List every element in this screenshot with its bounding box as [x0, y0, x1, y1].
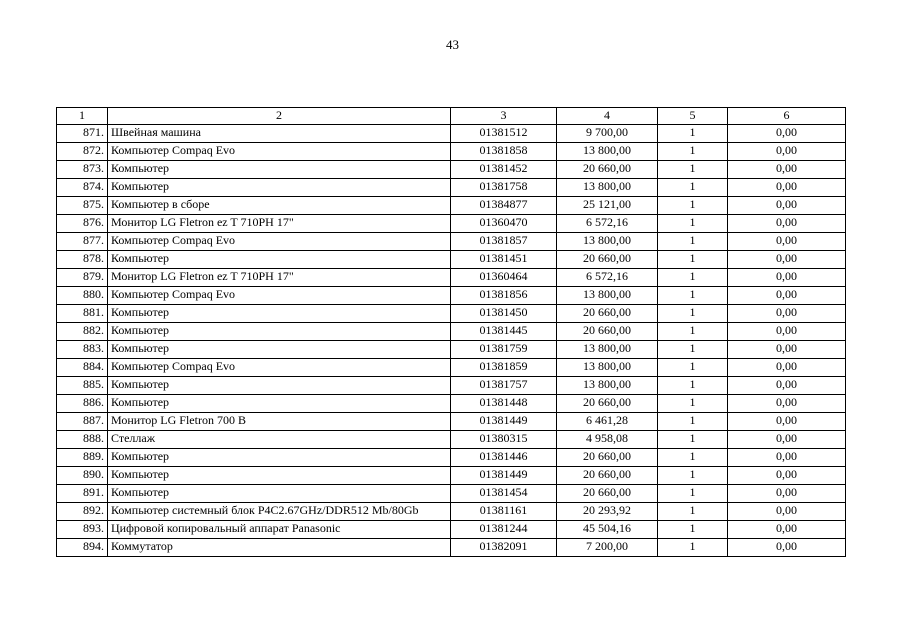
- item-name-cell: Компьютер: [108, 467, 451, 485]
- inventory-number-cell: 01381857: [451, 233, 557, 251]
- row-number-cell: 890.: [57, 467, 108, 485]
- residual-value-cell: 0,00: [728, 377, 846, 395]
- quantity-cell: 1: [658, 161, 728, 179]
- row-number-cell: 888.: [57, 431, 108, 449]
- row-number-cell: 889.: [57, 449, 108, 467]
- table-row: [57, 539, 846, 557]
- inventory-number-cell: 01360470: [451, 215, 557, 233]
- price-cell: 13 800,00: [557, 143, 658, 161]
- inventory-table: [56, 107, 846, 557]
- inventory-number-cell: 01384877: [451, 197, 557, 215]
- inventory-number-cell: 01381759: [451, 341, 557, 359]
- quantity-cell: 1: [658, 197, 728, 215]
- residual-value-cell: 0,00: [728, 485, 846, 503]
- quantity-cell: 1: [658, 215, 728, 233]
- residual-value-cell: 0,00: [728, 521, 846, 539]
- price-cell: 20 293,92: [557, 503, 658, 521]
- quantity-cell: 1: [658, 269, 728, 287]
- residual-value-cell: 0,00: [728, 287, 846, 305]
- row-number-cell: 882.: [57, 323, 108, 341]
- inventory-number-cell: 01381445: [451, 323, 557, 341]
- table-row: [57, 485, 846, 503]
- inventory-number-cell: 01381449: [451, 413, 557, 431]
- price-cell: 20 660,00: [557, 161, 658, 179]
- table-row: [57, 305, 846, 323]
- price-cell: 13 800,00: [557, 287, 658, 305]
- inventory-number-cell: 01381452: [451, 161, 557, 179]
- price-cell: 9 700,00: [557, 125, 658, 143]
- row-number-cell: 891.: [57, 485, 108, 503]
- item-name-cell: Цифровой копировальный аппарат Panasonic: [108, 521, 451, 539]
- quantity-cell: 1: [658, 251, 728, 269]
- quantity-cell: 1: [658, 143, 728, 161]
- item-name-cell: Компьютер в сборе: [108, 197, 451, 215]
- table-row: [57, 449, 846, 467]
- residual-value-cell: 0,00: [728, 395, 846, 413]
- price-cell: 13 800,00: [557, 377, 658, 395]
- inventory-number-cell: 01381161: [451, 503, 557, 521]
- table-row: [57, 215, 846, 233]
- residual-value-cell: 0,00: [728, 431, 846, 449]
- residual-value-cell: 0,00: [728, 539, 846, 557]
- quantity-cell: 1: [658, 341, 728, 359]
- row-number-cell: 884.: [57, 359, 108, 377]
- inventory-number-cell: 01381451: [451, 251, 557, 269]
- residual-value-cell: 0,00: [728, 197, 846, 215]
- price-cell: 20 660,00: [557, 449, 658, 467]
- row-number-cell: 881.: [57, 305, 108, 323]
- price-cell: 13 800,00: [557, 359, 658, 377]
- quantity-cell: 1: [658, 413, 728, 431]
- table-row: [57, 359, 846, 377]
- residual-value-cell: 0,00: [728, 323, 846, 341]
- quantity-cell: 1: [658, 395, 728, 413]
- row-number-cell: 873.: [57, 161, 108, 179]
- table-row: [57, 413, 846, 431]
- table-row: [57, 341, 846, 359]
- item-name-cell: Компьютер Compaq Evo: [108, 143, 451, 161]
- quantity-cell: 1: [658, 431, 728, 449]
- inventory-number-cell: 01381446: [451, 449, 557, 467]
- quantity-cell: 1: [658, 503, 728, 521]
- inventory-number-cell: 01381512: [451, 125, 557, 143]
- price-cell: 6 572,16: [557, 269, 658, 287]
- item-name-cell: Компьютер: [108, 161, 451, 179]
- row-number-cell: 887.: [57, 413, 108, 431]
- residual-value-cell: 0,00: [728, 305, 846, 323]
- table-row: [57, 431, 846, 449]
- inventory-number-cell: 01381758: [451, 179, 557, 197]
- residual-value-cell: 0,00: [728, 413, 846, 431]
- column-header-3: 3: [451, 108, 557, 125]
- item-name-cell: Компьютер: [108, 323, 451, 341]
- row-number-cell: 892.: [57, 503, 108, 521]
- residual-value-cell: 0,00: [728, 143, 846, 161]
- quantity-cell: 1: [658, 179, 728, 197]
- table-row: [57, 377, 846, 395]
- quantity-cell: 1: [658, 539, 728, 557]
- inventory-number-cell: 01381450: [451, 305, 557, 323]
- item-name-cell: Монитор LG Fletron 700 B: [108, 413, 451, 431]
- row-number-cell: 885.: [57, 377, 108, 395]
- price-cell: 13 800,00: [557, 341, 658, 359]
- price-cell: 20 660,00: [557, 323, 658, 341]
- column-header-2: 2: [108, 108, 451, 125]
- residual-value-cell: 0,00: [728, 125, 846, 143]
- price-cell: 20 660,00: [557, 467, 658, 485]
- residual-value-cell: 0,00: [728, 179, 846, 197]
- table-row: [57, 143, 846, 161]
- inventory-number-cell: 01382091: [451, 539, 557, 557]
- price-cell: 20 660,00: [557, 395, 658, 413]
- item-name-cell: Компьютер: [108, 449, 451, 467]
- row-number-cell: 876.: [57, 215, 108, 233]
- residual-value-cell: 0,00: [728, 161, 846, 179]
- row-number-cell: 883.: [57, 341, 108, 359]
- column-header-1: 1: [57, 108, 108, 125]
- quantity-cell: 1: [658, 485, 728, 503]
- residual-value-cell: 0,00: [728, 251, 846, 269]
- item-name-cell: Компьютер Compaq Evo: [108, 287, 451, 305]
- item-name-cell: Компьютер: [108, 395, 451, 413]
- inventory-number-cell: 01381454: [451, 485, 557, 503]
- item-name-cell: Компьютер: [108, 251, 451, 269]
- page-number: 43: [446, 37, 459, 52]
- quantity-cell: 1: [658, 305, 728, 323]
- header-row: [57, 108, 846, 125]
- table-row: [57, 503, 846, 521]
- residual-value-cell: 0,00: [728, 269, 846, 287]
- price-cell: 6 461,28: [557, 413, 658, 431]
- inventory-number-cell: 01360464: [451, 269, 557, 287]
- table-row: [57, 287, 846, 305]
- quantity-cell: 1: [658, 125, 728, 143]
- table-row: [57, 323, 846, 341]
- table-row: [57, 251, 846, 269]
- price-cell: 6 572,16: [557, 215, 658, 233]
- inventory-number-cell: 01381858: [451, 143, 557, 161]
- inventory-number-cell: 01381449: [451, 467, 557, 485]
- row-number-cell: 872.: [57, 143, 108, 161]
- price-cell: 4 958,08: [557, 431, 658, 449]
- item-name-cell: Компьютер: [108, 179, 451, 197]
- price-cell: 25 121,00: [557, 197, 658, 215]
- quantity-cell: 1: [658, 377, 728, 395]
- price-cell: 13 800,00: [557, 179, 658, 197]
- item-name-cell: Компьютер: [108, 485, 451, 503]
- inventory-number-cell: 01381757: [451, 377, 557, 395]
- table-row: [57, 233, 846, 251]
- column-header-4: 4: [557, 108, 658, 125]
- inventory-number-cell: 01380315: [451, 431, 557, 449]
- price-cell: 7 200,00: [557, 539, 658, 557]
- table-body: [57, 125, 846, 557]
- row-number-cell: 871.: [57, 125, 108, 143]
- quantity-cell: 1: [658, 323, 728, 341]
- item-name-cell: Стеллаж: [108, 431, 451, 449]
- table-row: [57, 269, 846, 287]
- residual-value-cell: 0,00: [728, 449, 846, 467]
- quantity-cell: 1: [658, 287, 728, 305]
- quantity-cell: 1: [658, 449, 728, 467]
- table-row: [57, 467, 846, 485]
- table-row: [57, 161, 846, 179]
- table-row: [57, 125, 846, 143]
- item-name-cell: Швейная машина: [108, 125, 451, 143]
- row-number-cell: 875.: [57, 197, 108, 215]
- residual-value-cell: 0,00: [728, 503, 846, 521]
- price-cell: 20 660,00: [557, 251, 658, 269]
- row-number-cell: 874.: [57, 179, 108, 197]
- residual-value-cell: 0,00: [728, 341, 846, 359]
- table-header: [57, 108, 846, 125]
- inventory-number-cell: 01381244: [451, 521, 557, 539]
- row-number-cell: 893.: [57, 521, 108, 539]
- quantity-cell: 1: [658, 359, 728, 377]
- row-number-cell: 886.: [57, 395, 108, 413]
- residual-value-cell: 0,00: [728, 233, 846, 251]
- item-name-cell: Компьютер: [108, 341, 451, 359]
- item-name-cell: Коммутатор: [108, 539, 451, 557]
- price-cell: 20 660,00: [557, 485, 658, 503]
- item-name-cell: Компьютер системный блок P4C2.67GHz/DDR512 Mb/80Gb: [108, 503, 451, 521]
- table-row: [57, 521, 846, 539]
- row-number-cell: 879.: [57, 269, 108, 287]
- residual-value-cell: 0,00: [728, 467, 846, 485]
- price-cell: 20 660,00: [557, 305, 658, 323]
- price-cell: 13 800,00: [557, 233, 658, 251]
- column-header-6: 6: [728, 108, 846, 125]
- inventory-number-cell: 01381856: [451, 287, 557, 305]
- row-number-cell: 878.: [57, 251, 108, 269]
- quantity-cell: 1: [658, 521, 728, 539]
- inventory-number-cell: 01381859: [451, 359, 557, 377]
- item-name-cell: Монитор LG Fletron ez T 710PH 17": [108, 215, 451, 233]
- quantity-cell: 1: [658, 467, 728, 485]
- item-name-cell: Компьютер: [108, 305, 451, 323]
- row-number-cell: 880.: [57, 287, 108, 305]
- column-header-5: 5: [658, 108, 728, 125]
- table-row: [57, 395, 846, 413]
- residual-value-cell: 0,00: [728, 215, 846, 233]
- item-name-cell: Компьютер Compaq Evo: [108, 359, 451, 377]
- price-cell: 45 504,16: [557, 521, 658, 539]
- table-row: [57, 197, 846, 215]
- table-row: [57, 179, 846, 197]
- item-name-cell: Компьютер Compaq Evo: [108, 233, 451, 251]
- residual-value-cell: 0,00: [728, 359, 846, 377]
- item-name-cell: Компьютер: [108, 377, 451, 395]
- item-name-cell: Монитор LG Fletron ez T 710PH 17": [108, 269, 451, 287]
- row-number-cell: 877.: [57, 233, 108, 251]
- quantity-cell: 1: [658, 233, 728, 251]
- row-number-cell: 894.: [57, 539, 108, 557]
- inventory-number-cell: 01381448: [451, 395, 557, 413]
